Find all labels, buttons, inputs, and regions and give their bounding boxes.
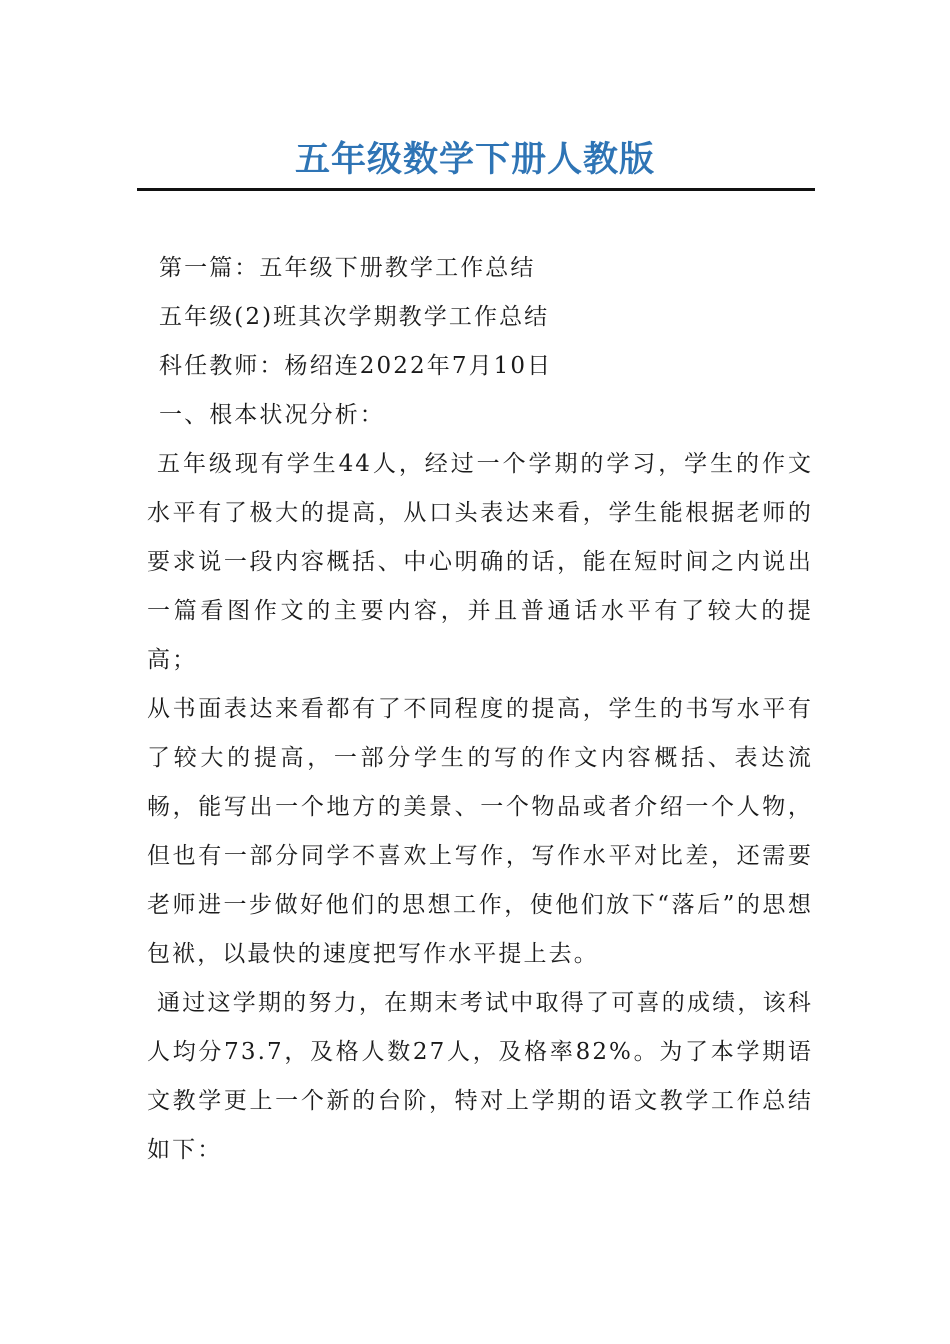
report-title: 五年级(2)班其次学期教学工作总结 — [159, 304, 550, 330]
paragraph-written-expression: 从书面表达来看都有了不同程度的提高，学生的书写水平有了较大的提高，一部分学生的写的作文内容概括、表达流畅，能写出一个地方的美景、一个物品或者介绍一个人物，但也有一部分同学不喜欢上写作，写作水平对比差，还需要老师进一步做好他们的思想工作，使他们放下“落后”的思想包袱，以最快的速度把写作水平提上去。 — [147, 696, 813, 967]
document-title: 五年级数学下册人教版 — [294, 139, 655, 180]
teacher-line: 科任教师：杨绍连2022年7月10日 — [159, 353, 553, 379]
paragraph-exam-results: 通过这学期的努力，在期末考试中取得了可喜的成绩，该科人均分73.7，及格人数27人，及格率82%。为了本学期语文教学更上一个新的台阶，特对上学期的语文教学工作总结如下： — [147, 990, 813, 1163]
section-heading: 第一篇：五年级下册教学工作总结 — [159, 255, 536, 281]
title-underline — [137, 188, 815, 191]
subsection-heading: 一、根本状况分析： — [159, 402, 385, 428]
paragraph-oral-expression: 五年级现有学生44人，经过一个学期的学习，学生的作文水平有了极大的提高，从口头表达来看，学生能根据老师的要求说一段内容概括、中心明确的话，能在短时间之内说出一篇看图作文的主要内容，并且普通话水平有了较大的提高； — [147, 451, 813, 673]
document-body — [147, 244, 813, 1175]
